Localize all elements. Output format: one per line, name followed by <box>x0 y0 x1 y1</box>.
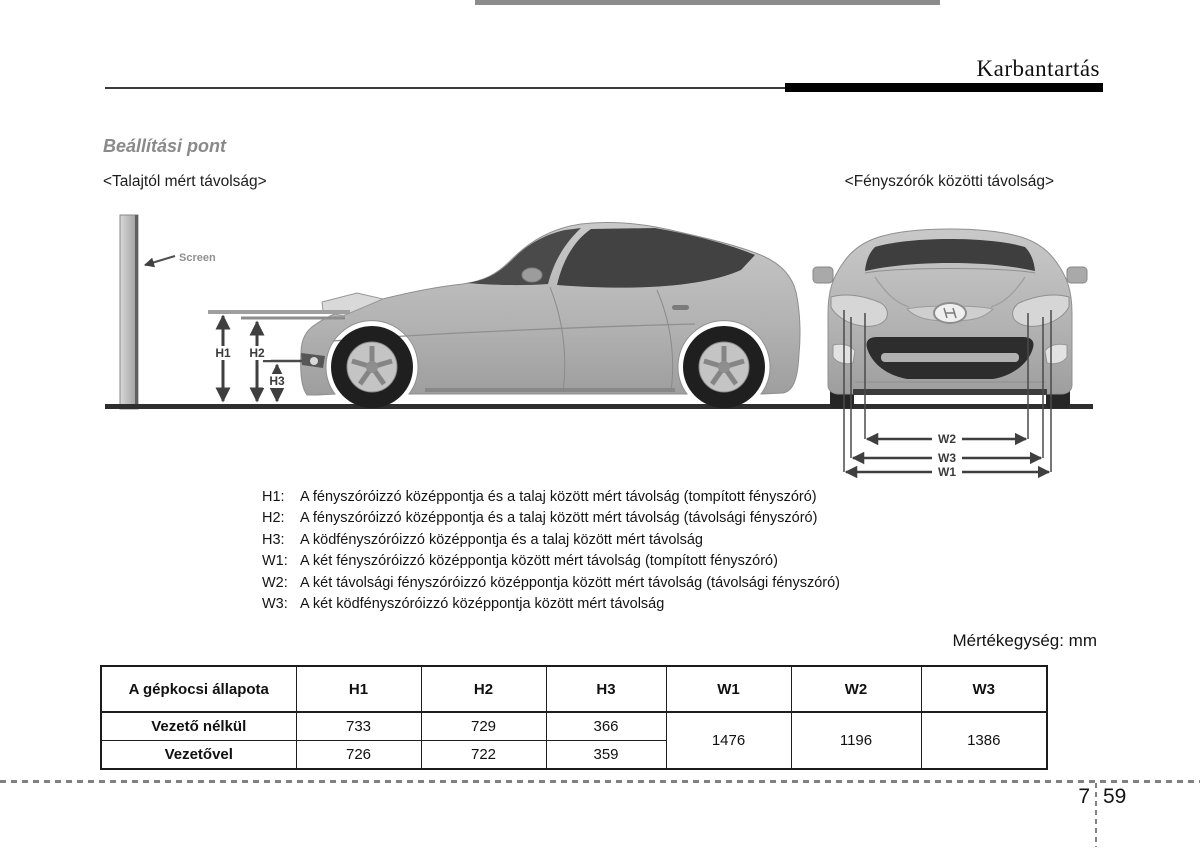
value-w1: 1476 <box>666 712 791 769</box>
w1-label: W1 <box>938 465 956 479</box>
unit-note: Mértékegység: mm <box>952 631 1097 650</box>
headlight-spec-table <box>100 665 1048 770</box>
front-wheel <box>331 326 413 408</box>
row-label-without-driver: Vezető nélkül <box>101 712 296 741</box>
legend-item-h2 <box>262 508 962 529</box>
section-title: Beállítási pont <box>103 136 227 156</box>
h2-label: H2 <box>249 346 265 360</box>
table-row <box>101 712 1047 741</box>
w2-label: W2 <box>938 432 956 446</box>
legend-key: H2: <box>262 510 285 527</box>
page-title: Karbantartás <box>976 56 1100 81</box>
legend-item-h3 <box>262 530 962 551</box>
rear-wheel <box>683 326 765 408</box>
right-fog-lamp <box>1045 344 1067 364</box>
table-header-row <box>101 666 1047 712</box>
legend-key: W1: <box>262 553 288 570</box>
screen-arrow <box>145 256 175 265</box>
legend-key: W3: <box>262 596 288 613</box>
column-header-w2: W2 <box>791 666 921 712</box>
legend-item-w3 <box>262 594 962 615</box>
legend-text: A két ködfényszóróizzó középpontja között mért távolság <box>300 596 665 613</box>
header-rule-thin <box>105 87 785 89</box>
column-header-w3: W3 <box>921 666 1047 712</box>
value-h3-without-driver: 366 <box>546 712 666 741</box>
legend-text: A ködfényszóróizzó középpontja és a talaj között mért távolság <box>300 531 703 548</box>
legend-text: A két távolsági fényszóróizzó középpontja között mért távolság (távolsági fényszóró) <box>300 574 840 591</box>
h3-label: H3 <box>269 374 285 388</box>
legend-item-w1 <box>262 551 962 572</box>
column-header-h1: H1 <box>296 666 421 712</box>
ground-line <box>105 404 1093 409</box>
header-rule-thick <box>785 83 1103 92</box>
dimension-legend <box>262 487 962 615</box>
diagram-caption-ground-distance: <Talajtól mért távolság> <box>103 173 267 190</box>
value-h2-without-driver: 729 <box>421 712 546 741</box>
value-w3: 1386 <box>921 712 1047 769</box>
h1-label: H1 <box>215 346 231 360</box>
car-side-view <box>301 222 800 408</box>
column-header-h3: H3 <box>546 666 666 712</box>
row-label-with-driver: Vezetővel <box>101 741 296 770</box>
column-header-vehicle-state: A gépkocsi állapota <box>101 666 296 712</box>
diagram-caption-headlight-distance: <Fényszórók közötti távolság> <box>844 173 1054 190</box>
chapter-number: 7 <box>1078 785 1090 808</box>
legend-text: A fényszóróizzó középpontja és a talaj között mért távolság (távolsági fényszóró) <box>300 510 818 527</box>
legend-item-w2 <box>262 573 962 594</box>
value-h3-with-driver: 359 <box>546 741 666 770</box>
cut-mark-vertical <box>1095 783 1097 847</box>
screen-wall <box>120 215 138 409</box>
legend-text: A fényszóróizzó középpontja és a talaj között mért távolság (tompított fényszóró) <box>300 489 817 505</box>
headlight-aiming-diagram <box>95 195 1105 485</box>
value-h2-with-driver: 722 <box>421 741 546 770</box>
value-h1-without-driver: 733 <box>296 712 421 741</box>
column-header-w1: W1 <box>666 666 791 712</box>
value-w2: 1196 <box>791 712 921 769</box>
screen-label: Screen <box>179 252 216 264</box>
legend-key: W2: <box>262 574 288 591</box>
legend-key: H3: <box>262 531 285 548</box>
car-front-view <box>813 229 1087 408</box>
w3-label: W3 <box>938 451 956 465</box>
legend-item-h1 <box>262 487 962 508</box>
cut-mark-horizontal <box>0 780 1200 783</box>
page-number: 59 <box>1103 785 1127 808</box>
column-header-h2: H2 <box>421 666 546 712</box>
top-scan-bar <box>475 0 940 5</box>
legend-key: H1: <box>262 489 285 505</box>
value-h1-with-driver: 726 <box>296 741 421 770</box>
legend-text: A két fényszóróizzó középpontja között mért távolság (tompított fényszóró) <box>300 553 778 570</box>
